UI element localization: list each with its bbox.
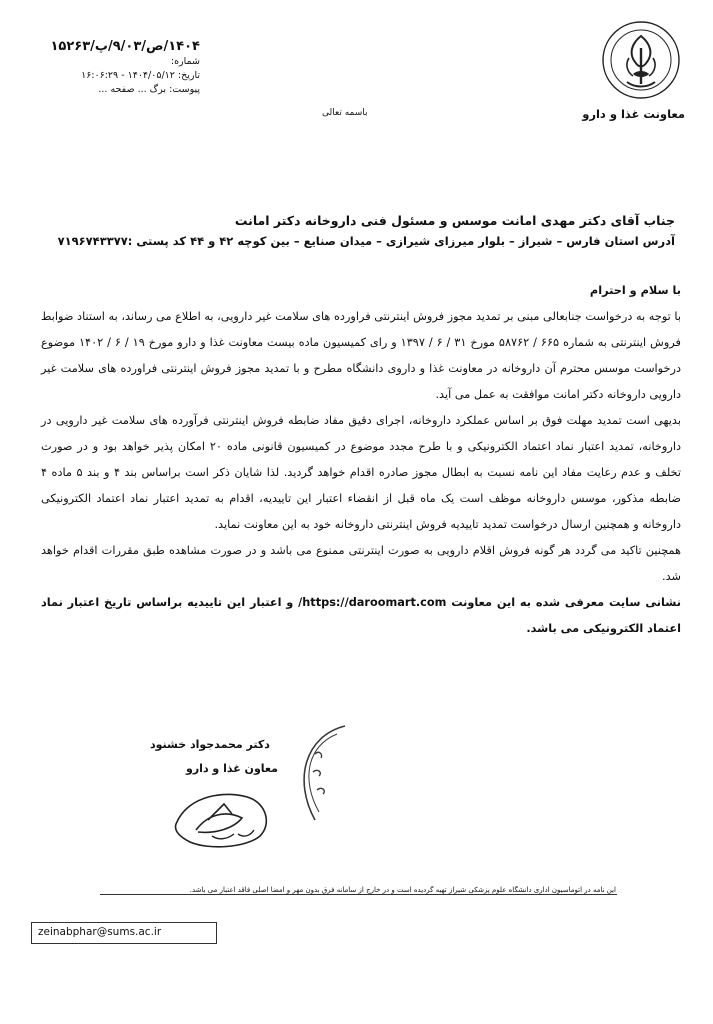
reference-label: شماره:	[170, 56, 200, 67]
date-label: تاریخ:	[177, 70, 200, 81]
letter-body	[41, 278, 681, 642]
signer-title: معاون غذا و دارو	[186, 762, 278, 775]
handwritten-signature	[168, 784, 278, 854]
signer-name: دکتر محمدجواد خشنود	[150, 738, 270, 751]
paragraph-website: نشانی سایت معرفی شده به این معاونت https://daroomart.com/ و اعتبار این تاییدیه براساس تاریخ اعتبار نماد اعتماد الکترونیکی می باشد.	[41, 596, 681, 635]
reference-number: ۱۴۰۴/ص/۹/۰۳/پ/۱۵۲۶۳	[50, 39, 200, 54]
greeting: با سلام و احترام	[589, 284, 681, 297]
paragraph-prohibition: همچنین تاکید می گردد هر گونه فروش اقلام دارویی به صورت اینترنتی ممنوع می باشد و در صورت مشاهده طبق مقررات اقدام خواهد شد.	[41, 544, 681, 583]
pages-label: برگ ... صفحه ...	[98, 84, 167, 95]
date-value: ۱۴۰۴/۰۵/۱۲ - ۱۶:۰۶:۲۹	[81, 70, 175, 81]
footer-divider	[100, 894, 617, 895]
invocation-heading: باسمه تعالی	[322, 108, 368, 118]
paragraph-conditions: بدیهی است تمدید مهلت فوق بر اساس عملکرد داروخانه، اجرای دقیق مفاد ضابطه فروش اینترنتی فرآورده های سلامت غیر دارویی در داروخانه، تمدید اعتبار نماد اعتماد الکترونیکی و با طرح مجدد موضوع در کمیسیون قانونی ماده ۲۰ امکان پذیر خواهد بود و در صورت تخلف و عدم رعایت مفاد این نامه نسبت به ابطال مجوز صادره اقدام خواهد گردید. لذا شایان ذکر است براساس بند ۴ و بند ۵ ماده ۴ ضابطه مذکور، موسس داروخانه موظف است یک ماه قبل از انقضاء اعتبار این تاییدیه، اقدام به تمدید اعتبار نماد اعتماد الکترونیکی داروخانه و همچنین ارسال درخواست تمدید تاییدیه فروش اینترنتی داروخانه خود به این معاونت نماید.	[41, 414, 681, 531]
addressee-address: آدرس استان فارس – شیراز – بلوار میرزای شیرازی – میدان صنایع – بین کوچه ۴۲ و ۴۴ کد پستی :۷۱۹۶۷۴۳۳۷۷	[57, 234, 675, 248]
addressee-line: جناب آقای دکتر مهدی امانت موسس و مسئول فنی داروخانه دکتر امانت	[234, 213, 675, 228]
attachment-row	[40, 83, 200, 97]
university-emblem-logo	[591, 18, 691, 110]
date-row	[40, 69, 200, 83]
organization-name: معاونت غذا و دارو	[582, 107, 685, 121]
footer-disclaimer: این نامه در اتوماسیون اداری دانشگاه علوم پزشکی شیراز تهیه گردیده است و در خارج از سامانه فرق بدون مهر و امضا اصلی فاقد اعتبار می باشد.	[189, 886, 616, 894]
official-stamp	[275, 720, 365, 830]
attachment-label: پیوست:	[169, 84, 200, 95]
reference-number-row	[40, 40, 200, 55]
reference-block	[40, 40, 200, 97]
contact-email: zeinabphar@sums.ac.ir	[38, 926, 162, 938]
reference-label-row	[40, 55, 200, 69]
paragraph-approval: با توجه به درخواست جنابعالی مبنی بر تمدید مجوز فروش اینترنتی فراورده های سلامت غیر دارویی، به اطلاع می رساند، به استناد ضوابط فروش اینترنتی به شماره ۶۶۵ / ۵۸۷۶۲ مورخ ۳۱ / ۶ / ۱۳۹۷ و رای کمیسیون ماده بیست معاونت غذا و دارو مورخ ۱۹ / ۶ / ۱۴۰۲ موضوع درخواست موسس محترم آن داروخانه در معاونت غذا و داروی دانشگاه مطرح و با تمدید مجوز فروش اینترنتی فراورده های سلامت غیر دارویی داروخانه دکتر امانت موافقت به عمل می آید.	[41, 310, 681, 401]
